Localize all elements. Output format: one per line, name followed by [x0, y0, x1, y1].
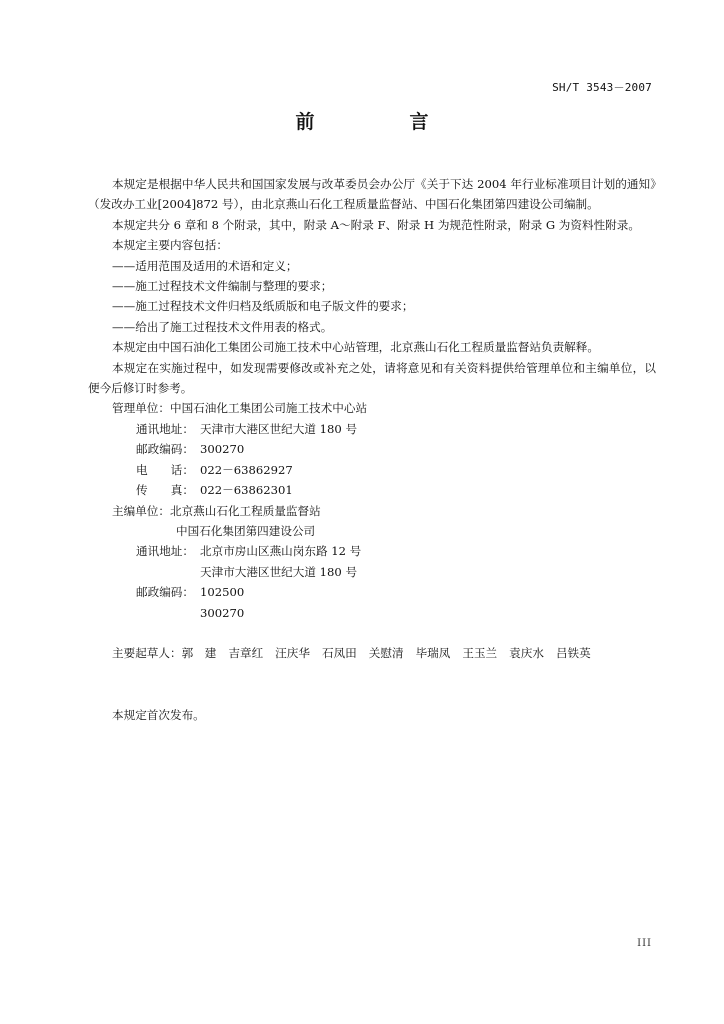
drafter-name: 毕瑞凤 — [415, 645, 451, 660]
paragraph-management: 本规定由中国石油化工集团公司施工技术中心站管理，北京燕山石化工程质量监督站负责解释。 — [112, 340, 599, 355]
management-unit-row — [88, 398, 656, 418]
editor-postcode-1: 102500 — [200, 585, 245, 600]
editor-unit-row-2 — [88, 521, 656, 541]
editor-address-label: 通讯地址： — [136, 544, 194, 559]
drafter-name: 王玉兰 — [462, 645, 498, 660]
list-item: ——施工过程技术文件归档及纸质版和电子版文件的要求； — [112, 299, 414, 314]
drafter-name: 关慰清 — [368, 645, 404, 660]
management-fax-row — [88, 480, 656, 500]
paragraph-basis: 本规定是根据中华人民共和国国家发展与改革委员会办公厅《关于下达 2004 年行业标准项目计划的通知》（发改办工业[2004]872 号），由北京燕山石化工程质量监督站、中国石化集团第四建设公司编制。 — [88, 177, 656, 212]
management-address: 天津市大港区世纪大道 180 号 — [200, 421, 358, 436]
editor-address-row — [88, 541, 656, 561]
management-address-label: 通讯地址： — [136, 421, 194, 436]
paragraph-feedback: 本规定在实施过程中，如发现需要修改或补充之处，请将意见和有关资料提供给管理单位和主编单位，以便今后修订时参考。 — [88, 360, 656, 396]
editor-postcode-2: 300270 — [200, 605, 245, 620]
release-note: 本规定首次发布。 — [112, 708, 205, 723]
editor-address-row-2 — [88, 562, 656, 582]
management-unit-name: 中国石油化工集团公司施工技术中心站 — [169, 401, 368, 416]
drafter-name: 吕铁英 — [555, 645, 591, 660]
management-fax: 022－63862301 — [200, 483, 293, 498]
editor-unit-2: 中国石化集团第四建设公司 — [176, 523, 316, 538]
title-char-2: 言 — [409, 111, 429, 133]
management-unit-label: 管理单位： — [112, 401, 170, 416]
management-phone-row — [88, 460, 656, 480]
editor-postcode-label: 邮政编码： — [136, 585, 194, 600]
drafters-row — [88, 643, 656, 663]
drafter-name: 石凤田 — [321, 645, 357, 660]
editor-unit-label: 主编单位： — [112, 503, 170, 518]
list-item: ——适用范围及适用的术语和定义； — [112, 258, 298, 273]
management-address-row — [88, 419, 656, 439]
page-number: III — [637, 938, 652, 949]
list-item: ——施工过程技术文件编制与整理的要求； — [112, 279, 333, 294]
editor-unit-row — [88, 501, 656, 521]
management-fax-label: 传 真： — [136, 483, 194, 498]
page-title — [0, 107, 724, 134]
management-phone-label: 电 话： — [136, 462, 194, 477]
paragraph-contents-intro: 本规定主要内容包括： — [112, 238, 228, 253]
drafters-label: 主要起草人： — [112, 645, 182, 660]
management-postcode-row — [88, 439, 656, 459]
paragraph-structure: 本规定共分 6 章和 8 个附录，其中，附录 A～附录 F、附录 H 为规范性附录，附录 G 为资料性附录。 — [112, 217, 640, 232]
editor-unit-1: 北京燕山石化工程质量监督站 — [169, 503, 321, 518]
management-postcode: 300270 — [200, 442, 245, 457]
drafter-name: 郭 建 — [181, 645, 217, 660]
title-char-1: 前 — [295, 111, 315, 133]
drafter-name: 吉章红 — [228, 645, 264, 660]
management-postcode-label: 邮政编码： — [136, 442, 194, 457]
list-item: ——给出了施工过程技术文件用表的格式。 — [112, 319, 333, 334]
management-phone: 022－63862927 — [200, 462, 293, 477]
editor-postcode-row-2 — [88, 603, 656, 623]
editor-address-2: 天津市大港区世纪大道 180 号 — [200, 564, 358, 579]
editor-postcode-row — [88, 582, 656, 602]
foreword-body — [88, 174, 656, 726]
drafter-name: 袁庆水 — [509, 645, 544, 660]
standard-code: SH/T 3543－2007 — [552, 81, 652, 94]
drafter-name: 汪庆华 — [275, 645, 310, 660]
editor-address-1: 北京市房山区燕山岗东路 12 号 — [200, 544, 362, 559]
